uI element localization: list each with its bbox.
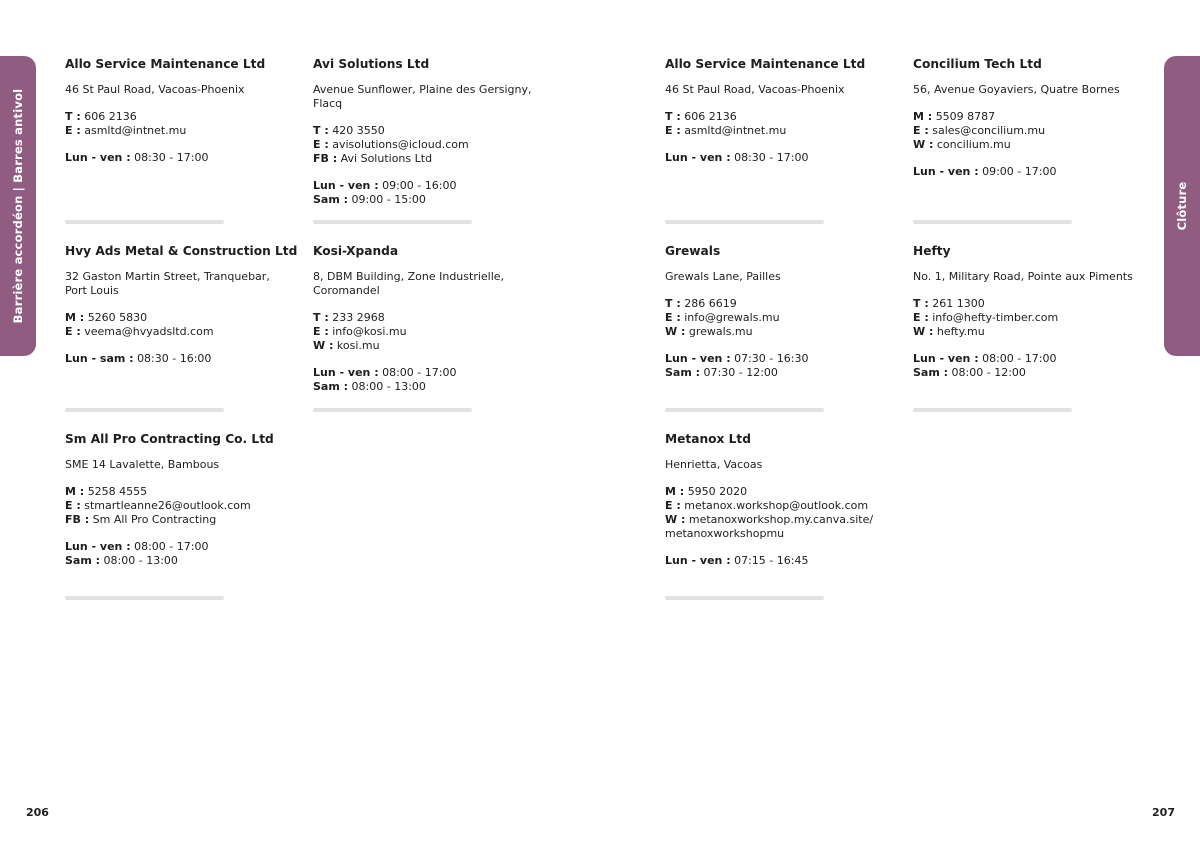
hours-value: 09:00 - 15:00 [351,192,426,206]
address-line: Henrietta, Vacoas [665,458,763,471]
hours-label: Lun - ven : [913,165,979,179]
contact-label: E : [65,324,81,338]
contacts [665,485,900,540]
website-value: kosi.mu [336,338,380,352]
hours [65,540,300,567]
contact-label: FB : [65,512,90,526]
hours-value: 08:30 - 17:00 [134,151,209,165]
contacts [65,311,300,338]
email-value: info@kosi.mu [332,324,407,338]
hours [313,179,548,206]
hours-label: Lun - ven : [313,178,379,192]
address [665,270,900,284]
company-entry [65,244,300,380]
separator [913,408,1072,412]
phone-value: 606 2136 [684,110,737,124]
separator [65,596,224,600]
side-tab-right [1164,56,1200,356]
address-line: Flacq [313,96,343,110]
hours-label: Lun - ven : [65,151,131,165]
address-line: 46 St Paul Road, Vacoas-Phoenix [665,83,845,96]
contact-label: E : [665,311,681,325]
hours-label: Lun - ven : [313,365,379,379]
website-value: hefty.mu [936,324,985,338]
hours [665,554,900,568]
hours-value: 08:00 - 17:00 [382,365,457,379]
contact-label: W : [913,137,934,151]
email-value: asmltd@intnet.mu [84,124,187,138]
address-line: 32 Gaston Martin Street, Tranquebar, [65,270,270,283]
hours-value: 09:00 - 17:00 [982,165,1057,179]
company-entry [665,432,900,581]
facebook-value: Sm All Pro Contracting [92,512,217,526]
address [65,270,300,297]
hours [913,352,1148,379]
address [65,458,300,472]
hours-label: Lun - sam : [65,352,134,366]
email-value: sales@concilium.mu [932,124,1046,138]
address-line: 46 St Paul Road, Vacoas-Phoenix [65,83,245,96]
company-name: Hefty [913,244,951,258]
contact-label: W : [665,512,686,526]
contact-label: E : [313,137,329,151]
contact-label: E : [913,311,929,325]
contacts [913,297,1148,338]
hours-value: 09:00 - 16:00 [382,178,457,192]
company-entry [65,432,300,581]
hours-label: Lun - ven : [665,151,731,165]
address [665,83,900,97]
address [665,458,900,472]
separator [913,220,1072,224]
address-line: Port Louis [65,283,119,297]
company-entry [913,244,1148,393]
contact-label: E : [665,499,681,513]
email-value: info@grewals.mu [684,311,780,325]
page-number-left: 206 [26,806,49,819]
website-value: concilium.mu [936,137,1011,151]
hours [665,151,900,165]
hours-label: Sam : [313,379,349,393]
company-name: Hvy Ads Metal & Construction Ltd [65,244,298,258]
contact-label: E : [65,499,81,513]
address [913,270,1148,284]
hours-label: Sam : [665,365,701,379]
address [313,270,548,297]
contact-label: E : [913,124,929,138]
address-line: Avenue Sunflower, Plaine des Gersigny, [313,83,532,96]
hours-label: Sam : [313,192,349,206]
hours-value: 08:00 - 12:00 [951,365,1026,379]
contacts [65,110,300,137]
company-entry [313,57,548,220]
website-value: grewals.mu [688,324,753,338]
separator [665,220,824,224]
hours-label: Sam : [65,553,101,567]
phone-value: 233 2968 [332,311,385,325]
company-name: Allo Service Maintenance Ltd [65,57,266,71]
hours-value: 08:00 - 17:00 [134,540,209,554]
separator [65,220,224,224]
phone-value: 261 1300 [932,297,985,311]
contact-label: E : [65,124,81,138]
email-value: veema@hvyadsltd.com [84,324,214,338]
company-name: Grewals [665,244,721,258]
contact-label: M : [665,485,685,499]
hours [665,352,900,379]
address-line: Grewals Lane, Pailles [665,270,781,283]
company-name: Allo Service Maintenance Ltd [665,57,866,71]
company-entry [913,57,1148,193]
address-line: Coromandel [313,283,380,297]
mobile-value: 5950 2020 [687,485,748,499]
company-name: Kosi-Xpanda [313,244,399,258]
email-value: stmartleanne26@outlook.com [84,499,251,513]
address-line: 56, Avenue Goyaviers, Quatre Bornes [913,83,1120,96]
hours-value: 08:00 - 13:00 [103,553,178,567]
hours-value: 08:30 - 16:00 [137,352,212,366]
contact-label: W : [913,324,934,338]
email-value: metanox.workshop@outlook.com [684,499,869,513]
email-value: asmltd@intnet.mu [684,124,787,138]
email-value: info@hefty-timber.com [932,311,1059,325]
hours-label: Lun - ven : [665,553,731,567]
company-entry [65,57,300,179]
hours [313,366,548,393]
company-name: Concilium Tech Ltd [913,57,1042,71]
page-number-right: 207 [1152,806,1175,819]
hours-value: 07:30 - 16:30 [734,352,809,366]
facebook-value: Avi Solutions Ltd [340,151,433,165]
contact-label: E : [313,324,329,338]
contact-label: T : [313,124,329,138]
hours [65,151,300,165]
address [65,83,300,97]
mobile-value: 5258 4555 [87,485,148,499]
hours [913,165,1148,179]
contact-label: M : [65,311,85,325]
side-tab-left [0,56,36,356]
contact-label: T : [665,110,681,124]
hours-value: 07:30 - 12:00 [703,365,778,379]
company-entry [665,244,900,393]
phone-value: 606 2136 [84,110,137,124]
contacts [665,110,900,137]
separator [665,596,824,600]
company-entry [665,57,900,179]
address-line: No. 1, Military Road, Pointe aux Piments [913,270,1133,283]
contact-label: W : [665,324,686,338]
website-value-continued: metanoxworkshopmu [665,526,785,540]
contact-label: T : [913,297,929,311]
contacts [913,110,1148,151]
side-tab-right-label: Clôture [1175,181,1189,231]
phone-value: 286 6619 [684,297,737,311]
hours-label: Sam : [913,365,949,379]
address-line: SME 14 Lavalette, Bambous [65,458,220,471]
contact-label: M : [65,485,85,499]
contacts [313,311,548,352]
contacts [313,124,548,165]
contact-label: FB : [313,151,338,165]
company-name: Avi Solutions Ltd [313,57,430,71]
contact-label: T : [665,297,681,311]
contact-label: M : [913,110,933,124]
company-entry [313,244,548,407]
website-value: metanoxworkshop.my.canva.site/ [688,512,874,526]
separator [313,220,472,224]
separator [665,408,824,412]
hours [65,352,300,366]
contact-label: T : [65,110,81,124]
contacts [665,297,900,338]
hours-value: 08:00 - 17:00 [982,352,1057,366]
company-name: Metanox Ltd [665,432,751,446]
mobile-value: 5509 8787 [935,110,996,124]
hours-value: 08:00 - 13:00 [351,379,426,393]
hours-value: 07:15 - 16:45 [734,553,809,567]
phone-value: 420 3550 [332,124,385,138]
hours-value: 08:30 - 17:00 [734,151,809,165]
company-name: Sm All Pro Contracting Co. Ltd [65,432,274,446]
contact-label: T : [313,311,329,325]
contact-label: W : [313,338,334,352]
address-line: 8, DBM Building, Zone Industrielle, [313,270,505,283]
address [313,83,548,110]
side-tab-left-label: Barrière accordéon | Barres antivol [11,88,25,324]
mobile-value: 5260 5830 [87,311,148,325]
email-value: avisolutions@icloud.com [332,137,469,151]
hours-label: Lun - ven : [65,540,131,554]
separator [65,408,224,412]
hours-label: Lun - ven : [665,352,731,366]
hours-label: Lun - ven : [913,352,979,366]
address [913,83,1148,97]
separator [313,408,472,412]
contacts [65,485,300,526]
contact-label: E : [665,124,681,138]
